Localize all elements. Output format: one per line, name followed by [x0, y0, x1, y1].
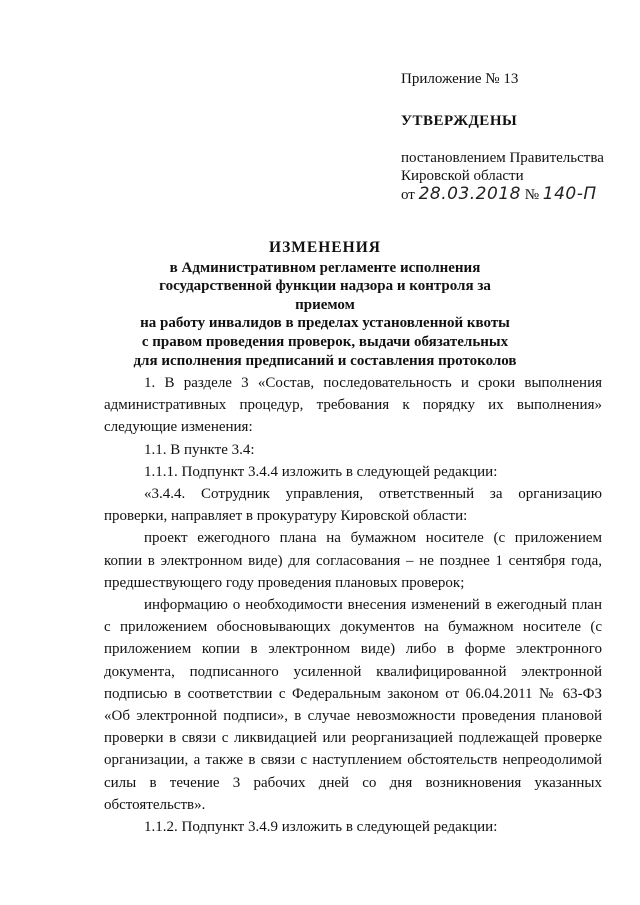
decree-date-line [401, 185, 597, 204]
title-line: с правом проведения проверок, выдачи обязательных [141, 333, 509, 350]
title-line: на работу инвалидов в пределах установленной квоты [140, 315, 510, 332]
approved-heading: УТВЕРЖДЕНЫ [401, 113, 518, 129]
appendix-number: Приложение № 13 [401, 71, 519, 87]
paragraph-draft-plan: проект ежегодного плана на бумажном носителе (с приложением копии в электронном виде) для согласования – не позднее 1 сентября года, предшествующего году проведения плановых проверок; [104, 530, 602, 591]
document-body [104, 372, 602, 838]
title-line: в Административном регламенте исполнения [169, 259, 481, 276]
paragraph-section-1: 1. В разделе 3 «Состав, последовательность и сроки выполнения административных процедур, требования к порядку их выполнения» следующие изменения: [104, 375, 602, 436]
decree-text: постановлением Правительства Кировской области [401, 150, 604, 184]
number-prefix: № [524, 187, 540, 203]
paragraph-1-1: 1.1. В пункте 3.4: [144, 441, 255, 458]
from-prefix: от [401, 187, 415, 203]
handwritten-date: 28.03.2018 [418, 184, 521, 204]
paragraph-plan-changes: информацию о необходимости внесения изменений в ежегодный план с приложением обосновывающих документов на бумажном носителе (с приложением копии в электронном виде) либо в форме электронного документа, подписанного усиленной квалифицированной электронной подписью в соответствии с Федеральным законом от 06.04.2011 № 63-ФЗ «Об электронной подписи», в случае невозможности проведения плановой проверки в связи с ликвидацией или реорганизацией подлежащей проверке организации, а также в связи с наступлением обстоятельств непреодолимой силы в течение 3 рабочих дней со дня возникновения указанных обстоятельств». [104, 597, 602, 813]
title-line: для исполнения предписаний и составления протоколов [133, 352, 517, 369]
paragraph-3-4-4: «3.4.4. Сотрудник управления, ответственный за организацию проверки, направляет в прокуратуру Кировской области: [104, 486, 602, 525]
paragraph-1-1-1: 1.1.1. Подпункт 3.4.4 изложить в следующей редакции: [144, 463, 498, 480]
paragraph-1-1-2: 1.1.2. Подпункт 3.4.9 изложить в следующей редакции: [144, 819, 498, 836]
handwritten-number: 140-П [542, 184, 597, 204]
title-line: государственной функции надзора и контроля за приемом [159, 278, 491, 313]
title-main: ИЗМЕНЕНИЯ [269, 239, 381, 256]
document-title [130, 239, 520, 370]
